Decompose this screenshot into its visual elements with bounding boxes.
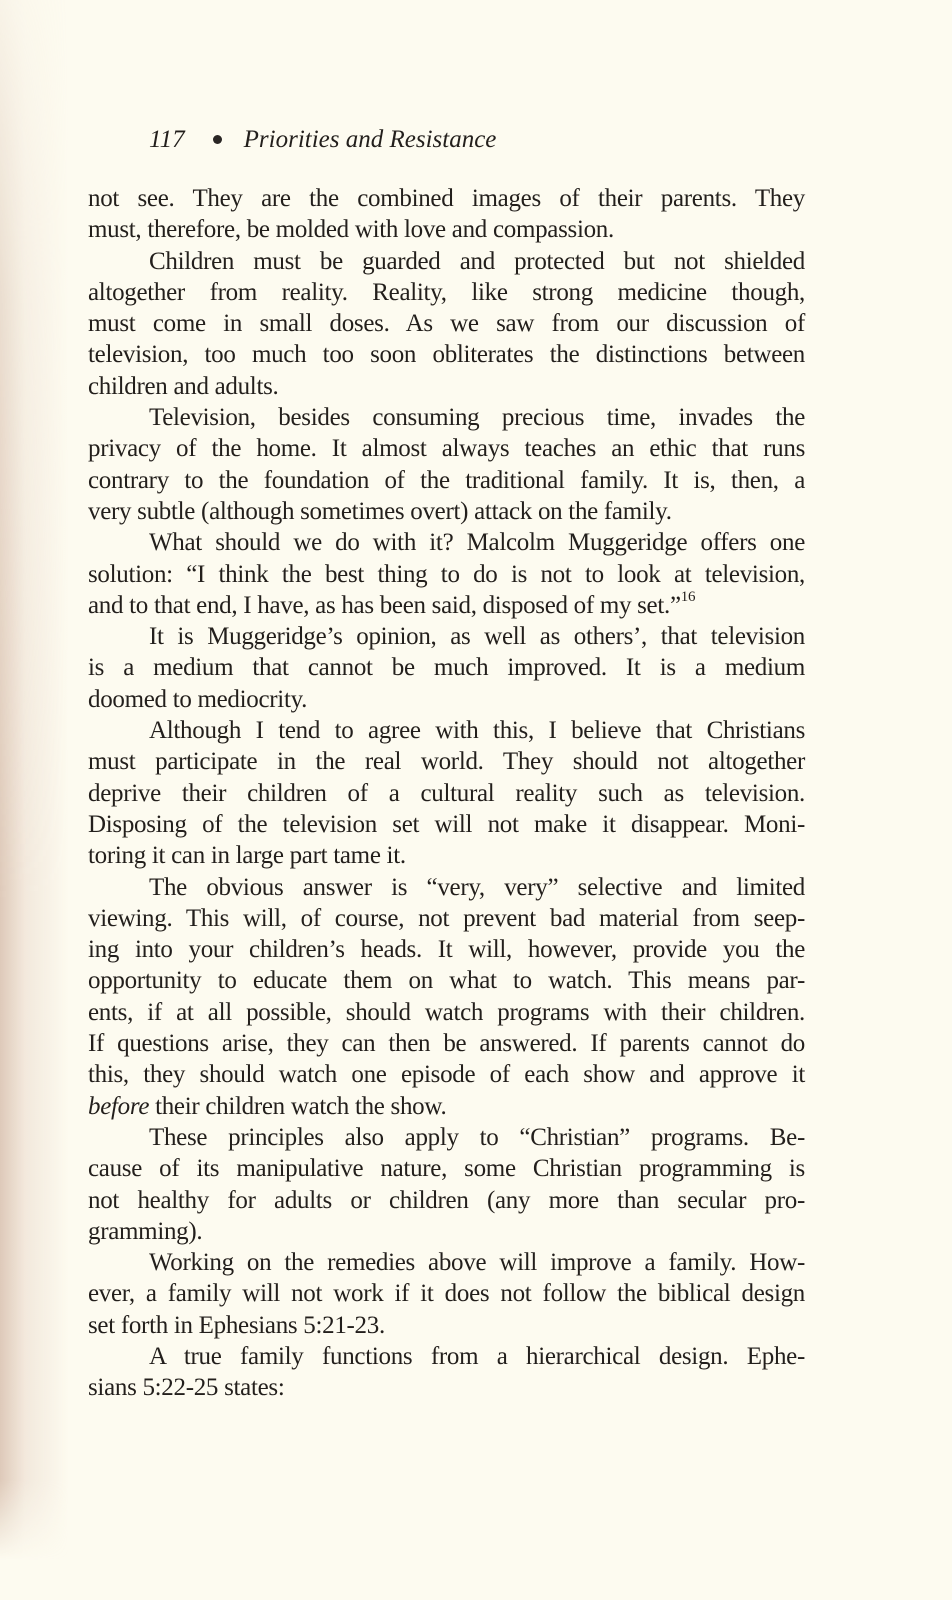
text-line: ents, if at all possible, should watch programs with their children.	[88, 998, 805, 1026]
text-line: Children must be guarded and protected but not shielded	[149, 247, 805, 275]
text-line: ever, a family will not work if it does not follow the biblical design	[88, 1280, 805, 1308]
text-line	[88, 590, 805, 621]
text-line: this, they should watch one episode of each show and approve it	[88, 1061, 805, 1089]
text-line: cause of its manipulative nature, some Christian programming is	[88, 1155, 805, 1183]
bullet-separator-icon	[213, 135, 222, 144]
text-line: viewing. This will, of course, not prevent bad material from seep-	[88, 904, 805, 932]
text-line: set forth in Ephesians 5:21-23.	[88, 1311, 385, 1339]
text-line: ing into your children’s heads. It will, however, provide you the	[88, 936, 805, 964]
text-line: If questions arise, they can then be answered. If parents cannot do	[88, 1030, 805, 1058]
text-line: is a medium that cannot be much improved. It is a medium	[88, 654, 805, 682]
text-line	[88, 1091, 805, 1122]
paragraph	[88, 527, 805, 621]
text-line: doomed to mediocrity.	[88, 685, 308, 713]
text-line: It is Muggeridge’s opinion, as well as others’, that television	[149, 623, 805, 651]
footnote-reference[interactable]: 16	[680, 588, 696, 605]
paragraph	[88, 183, 805, 246]
paragraph	[88, 1247, 805, 1341]
text-span: their children watch the show.	[149, 1092, 447, 1120]
paragraph	[88, 715, 805, 871]
text-line: altogether from reality. Reality, like strong medicine though,	[88, 278, 805, 306]
text-line: Television, besides consuming precious time, invades the	[149, 404, 805, 432]
running-header	[149, 124, 496, 156]
running-title: Priorities and Resistance	[243, 126, 497, 153]
text-line: children and adults.	[88, 372, 279, 400]
paragraph	[88, 402, 805, 527]
text-line: A true family functions from a hierarchical design. Ephe-	[149, 1342, 805, 1370]
page-body	[88, 183, 805, 1404]
text-line: must participate in the real world. They should not altogether	[88, 748, 805, 776]
text-line: must come in small doses. As we saw from our discussion of	[88, 310, 805, 338]
text-line: opportunity to educate them on what to watch. This means par-	[88, 967, 805, 995]
paragraph	[88, 1122, 805, 1247]
page-number: 117	[149, 126, 185, 153]
text-line: These principles also apply to “Christian” programs. Be-	[149, 1123, 805, 1151]
text-line: privacy of the home. It almost always teaches an ethic that runs	[88, 435, 805, 463]
text-line: gramming).	[88, 1217, 203, 1245]
text-line: Working on the remedies above will improve a family. How-	[149, 1249, 805, 1277]
text-line: What should we do with it? Malcolm Muggeridge offers one	[149, 529, 805, 557]
paragraph	[88, 872, 805, 1122]
text-line: not healthy for adults or children (any more than secular pro-	[88, 1186, 805, 1214]
text-line: toring it can in large part tame it.	[88, 842, 406, 870]
text-line: television, too much too soon obliterates the distinctions between	[88, 341, 805, 369]
text-line: The obvious answer is “very, very” selective and limited	[149, 873, 805, 901]
text-line: not see. They are the combined images of their parents. They	[88, 185, 805, 212]
paragraph	[88, 1341, 805, 1404]
text-line: Although I tend to agree with this, I believe that Christians	[149, 717, 805, 745]
text-line: Disposing of the television set will not make it disappear. Moni-	[88, 810, 805, 838]
text-line: solution: “I think the best thing to do is not to look at television,	[88, 560, 805, 588]
text-line: sians 5:22-25 states:	[88, 1374, 285, 1402]
paragraph	[88, 246, 805, 402]
emphasis-text: before	[88, 1092, 150, 1120]
text-line: very subtle (although sometimes overt) attack on the family.	[88, 497, 672, 525]
text-line: contrary to the foundation of the traditional family. It is, then, a	[88, 466, 805, 494]
paragraph	[88, 621, 805, 715]
text-line: deprive their children of a cultural reality such as television.	[88, 779, 805, 807]
quote-text: and to that end, I have, as has been said, disposed of my set.”	[88, 591, 681, 619]
page-gutter-shadow	[0, 0, 70, 1600]
text-line: must, therefore, be molded with love and compassion.	[88, 216, 614, 244]
